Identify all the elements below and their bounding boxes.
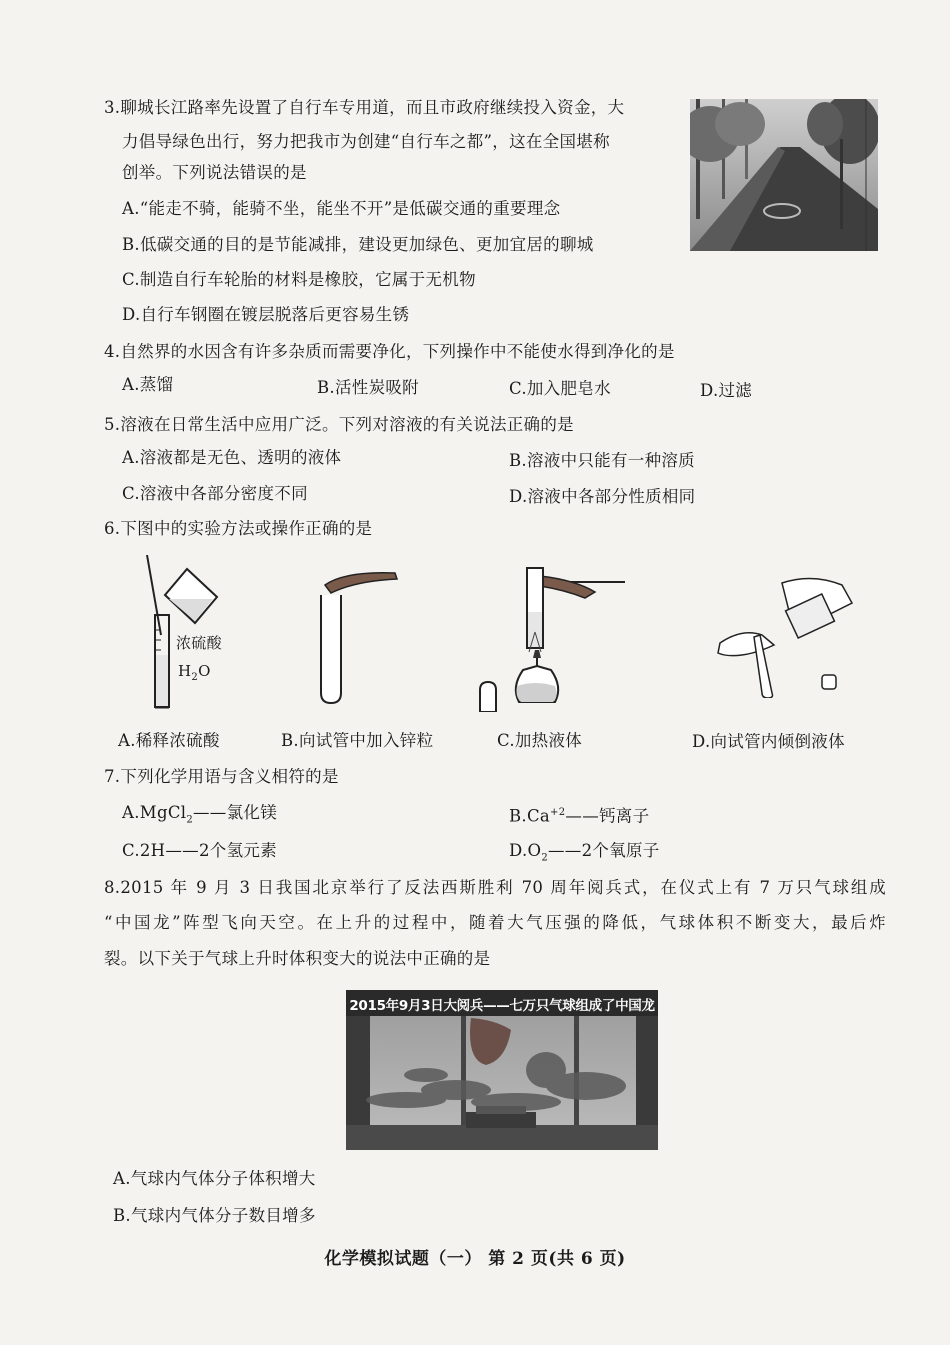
q3-option-a: A.“能走不骑，能骑不坐，能坐不开”是低碳交通的重要理念 — [122, 199, 561, 218]
q7-option-c: C.2H——2个氢元素 — [122, 841, 277, 860]
q8-stem-line1: 8.2015 年 9 月 3 日我国北京举行了反法西斯胜利 70 周年阅兵式，在仪式上有 7 万只气球组成 — [104, 878, 886, 897]
q8-stem-line3: 裂。以下关于气球上升时体积变大的说法中正确的是 — [104, 949, 491, 968]
label-conc-sulfuric-acid: 浓硫酸 — [176, 634, 222, 652]
q7-option-d: $D.O_2——2$个氧原子 — [509, 841, 660, 864]
q6-stem: 6.下图中的实验方法或操作正确的是 — [104, 519, 373, 538]
q4-option-c: C.加入肥皂水 — [509, 379, 611, 398]
q8-option-b: B.气球内气体分子数目增多 — [113, 1206, 316, 1225]
q3-option-d: D.自行车钢圈在镀层脱落后更容易生锈 — [122, 305, 410, 324]
q3-option-c: C.制造自行车轮胎的材料是橡胶，它属于无机物 — [122, 270, 476, 289]
q4-option-d: D.过滤 — [700, 381, 753, 400]
q3-stem-line3: 创举。下列说法错误的是 — [122, 163, 307, 182]
q3-stem-line1: 3.聊城长江路率先设置了自行车专用道，而且市政府继续投入资金，大 — [104, 98, 625, 117]
q7-option-a: A.MgCl$_2$——氯化镁 — [122, 803, 277, 826]
q5-stem: 5.溶液在日常生活中应用广泛。下列对溶液的有关说法正确的是 — [104, 415, 574, 434]
q5-option-c: C.溶液中各部分密度不同 — [122, 484, 308, 503]
q3-stem-line2: 力倡导绿色出行，努力把我市为创建“自行车之都”，这在全国堪称 — [122, 132, 610, 151]
q6-option-b: B.向试管中加入锌粒 — [281, 731, 434, 750]
figure-heat-liquid — [475, 562, 635, 712]
q5-option-d: D.溶液中各部分性质相同 — [509, 487, 696, 506]
q3-option-b: B.低碳交通的目的是节能减排，建设更加绿色、更加宜居的聊城 — [122, 235, 594, 254]
q5-option-b: B.溶液中只能有一种溶质 — [509, 451, 695, 470]
parade-balloon-photo — [346, 990, 658, 1150]
label-water: $H_2O$ — [178, 662, 211, 683]
q6-option-d: D.向试管内倾倒液体 — [692, 732, 845, 751]
bike-lane-photo — [690, 99, 878, 251]
q4-stem: 4.自然界的水因含有许多杂质而需要净化，下列操作中不能使水得到净化的是 — [104, 342, 675, 361]
q6-option-c: C.加热液体 — [497, 731, 583, 750]
q4-option-a: A.蒸馏 — [122, 375, 174, 394]
q4-option-b: B.活性炭吸附 — [317, 378, 419, 397]
q6-option-a: A.稀释浓硫酸 — [118, 731, 220, 750]
q8-option-a: A.气球内气体分子体积增大 — [113, 1169, 316, 1188]
page-footer: 化学模拟试题（一） 第 2 页(共 6 页) — [324, 1249, 626, 1269]
q7-option-b: $B.Ca^{+2}——$钙离子 — [509, 806, 650, 826]
photo-caption: 2015年9月3日大阅兵——七万只气球组成了中国龙 — [349, 998, 655, 1014]
figure-pour-liquid — [712, 573, 862, 698]
figure-add-zinc — [315, 565, 405, 705]
q8-stem-line2: “中国龙”阵型飞向天空。在上升的过程中，随着大气压强的降低，气球体积不断变大，最后炸 — [104, 913, 886, 932]
q7-stem: 7.下列化学用语与含义相符的是 — [104, 767, 339, 786]
q5-option-a: A.溶液都是无色、透明的液体 — [122, 448, 342, 467]
